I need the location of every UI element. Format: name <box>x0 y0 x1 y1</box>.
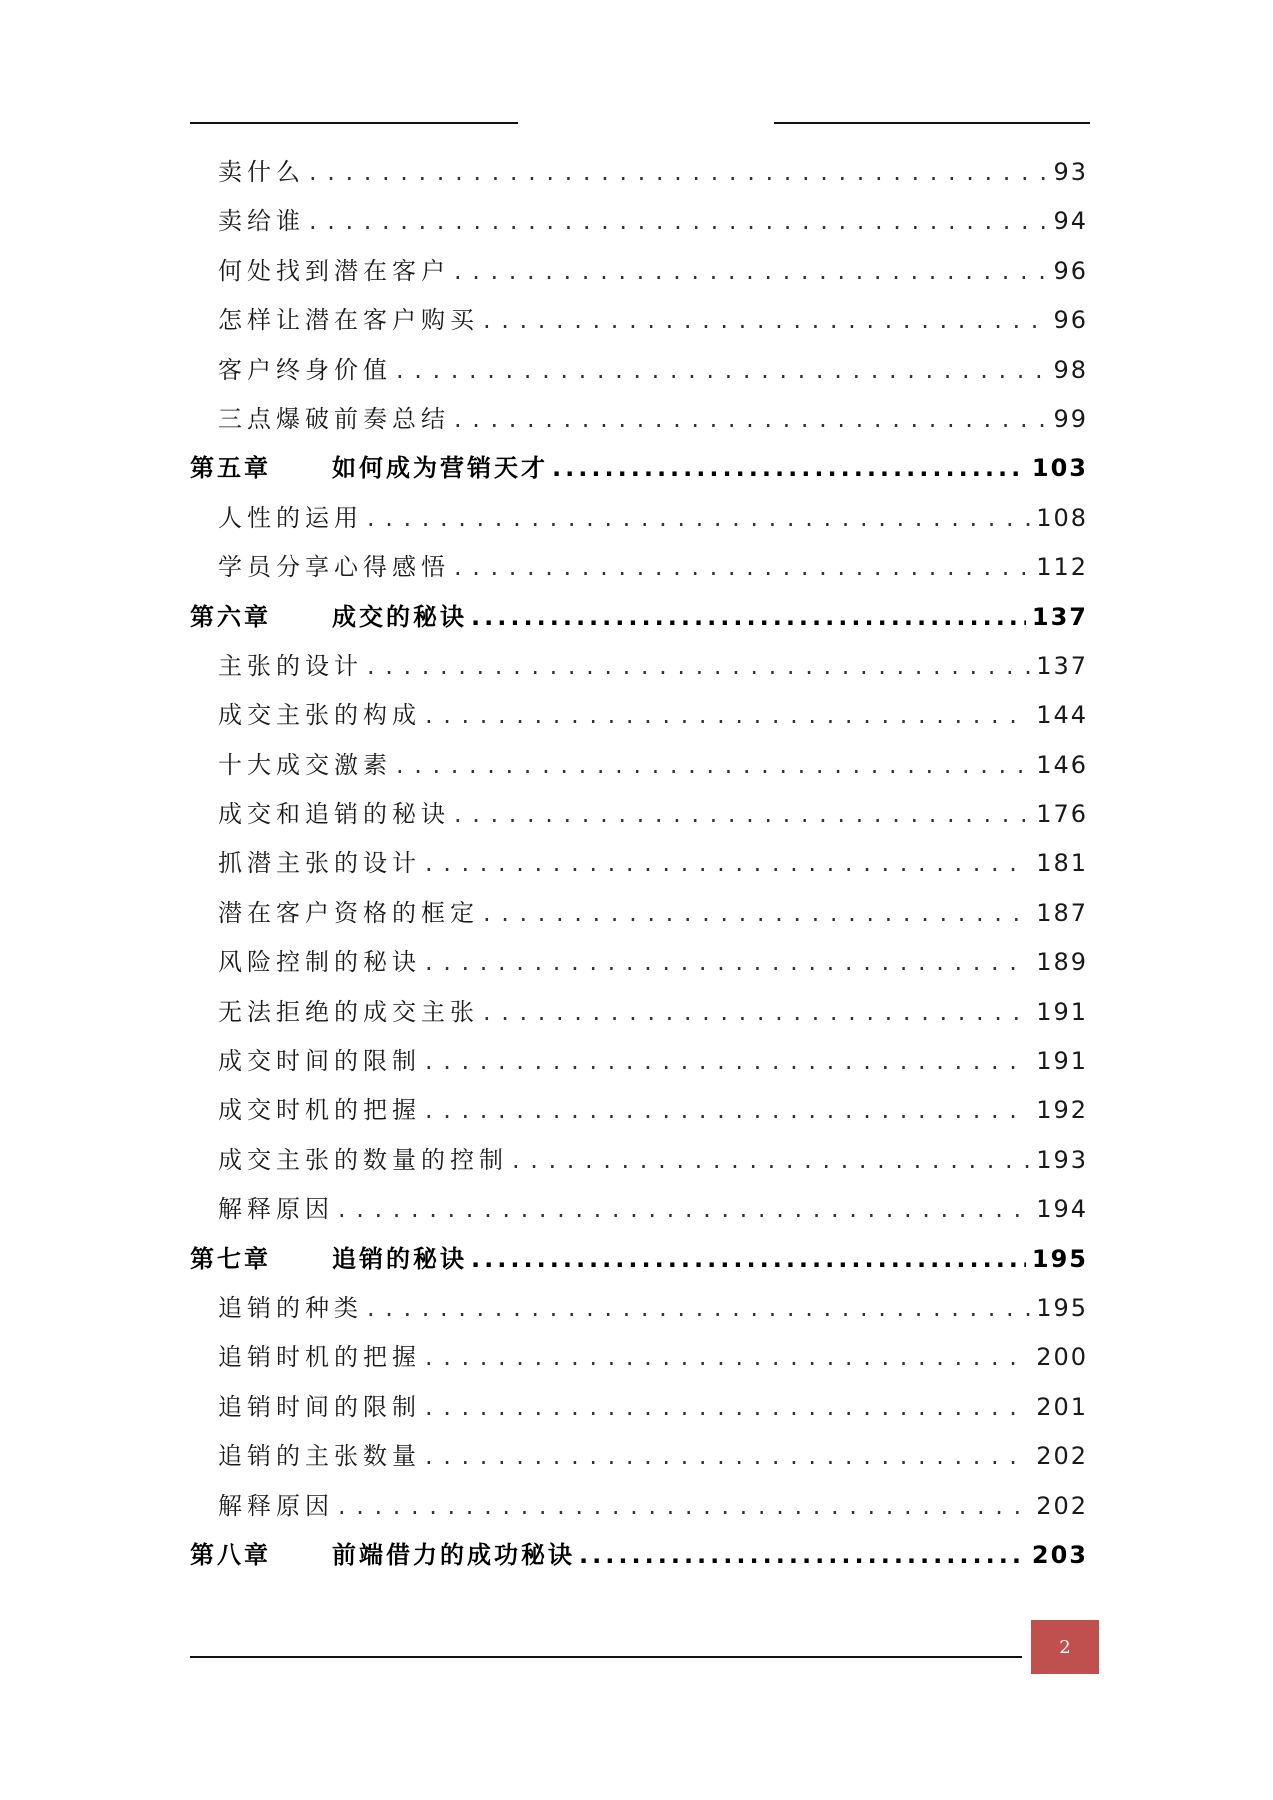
toc-chapter-number: 第八章 <box>190 1540 271 1569</box>
toc-page-number: 203 <box>1031 1540 1088 1569</box>
toc-leader-dots <box>483 889 1030 938</box>
toc-chapter-entry[interactable] <box>190 1531 1088 1580</box>
toc-entry[interactable] <box>190 938 1088 987</box>
toc-entry-title: 解释原因 <box>218 1195 334 1224</box>
toc-leader-dots <box>338 1185 1030 1234</box>
toc-page-number: 137 <box>1031 602 1088 631</box>
toc-entry-title: 风险控制的秘诀 <box>218 948 421 977</box>
toc-entry-title: 何处找到潜在客户 <box>218 256 450 285</box>
toc-page-number: 192 <box>1036 1096 1088 1125</box>
toc-entry-title: 解释原因 <box>218 1491 334 1520</box>
toc-entry[interactable] <box>190 1037 1088 1086</box>
toc-leader-dots <box>367 494 1030 543</box>
toc-entry-title: 追销时机的把握 <box>218 1343 421 1372</box>
toc-page-number: 96 <box>1053 306 1088 335</box>
toc-leader-dots <box>425 938 1030 987</box>
header-rule-left <box>190 122 518 124</box>
toc-leader-dots <box>471 593 1026 642</box>
toc-entry-title: 成交时机的把握 <box>218 1096 421 1125</box>
toc-entry-title: 无法拒绝的成交主张 <box>218 997 479 1026</box>
toc-page-number: 181 <box>1036 849 1088 878</box>
toc-entry-title: 卖给谁 <box>218 207 305 236</box>
toc-leader-dots <box>425 1086 1030 1135</box>
toc-entry[interactable] <box>190 1432 1088 1481</box>
toc-entry[interactable] <box>190 1333 1088 1382</box>
toc-entry[interactable] <box>190 1086 1088 1135</box>
toc-entry-title: 卖什么 <box>218 158 305 186</box>
toc-leader-dots <box>512 1136 1030 1185</box>
toc-page-number: 194 <box>1036 1195 1088 1224</box>
toc-entry[interactable] <box>190 247 1088 296</box>
toc-leader-dots <box>425 691 1030 740</box>
toc-entry[interactable] <box>190 296 1088 345</box>
toc-leader-dots <box>425 1432 1030 1481</box>
toc-page-number: 195 <box>1036 1293 1088 1322</box>
toc-page-number: 193 <box>1036 1145 1088 1174</box>
toc-entry[interactable] <box>190 1284 1088 1333</box>
toc-entry-title: 人性的运用 <box>218 503 363 532</box>
toc-entry-title: 学员分享心得感悟 <box>218 553 450 582</box>
toc-page-number: 200 <box>1036 1343 1088 1372</box>
toc-page-number: 108 <box>1036 503 1088 532</box>
toc-page-number: 94 <box>1053 207 1088 236</box>
toc-leader-dots <box>367 642 1030 691</box>
footer-rule <box>190 1656 1022 1658</box>
toc-entry[interactable] <box>190 197 1088 246</box>
toc-entry[interactable] <box>190 1136 1088 1185</box>
toc-page-number: 189 <box>1036 948 1088 977</box>
toc-entry[interactable] <box>190 889 1088 938</box>
toc-entry-title: 成交主张的数量的控制 <box>218 1145 508 1174</box>
toc-chapter-number: 第五章 <box>190 454 271 483</box>
toc-entry-title: 成交时间的限制 <box>218 1047 421 1076</box>
toc-leader-dots <box>425 1037 1030 1086</box>
toc-page-number: 99 <box>1053 404 1088 433</box>
toc-page-number: 112 <box>1036 553 1088 582</box>
toc-leader-dots <box>454 543 1030 592</box>
toc-entry[interactable] <box>190 642 1088 691</box>
toc-leader-dots <box>396 741 1030 790</box>
toc-entry[interactable] <box>190 988 1088 1037</box>
toc-entry[interactable] <box>190 741 1088 790</box>
toc-page-number: 191 <box>1036 1047 1088 1076</box>
toc-chapter-title: 成交的秘诀 <box>332 602 467 631</box>
toc-page-number: 202 <box>1036 1491 1088 1520</box>
toc-leader-dots <box>471 1235 1026 1284</box>
toc-leader-dots <box>483 296 1047 345</box>
toc-leader-dots <box>425 1383 1030 1432</box>
toc-entry-title: 三点爆破前奏总结 <box>218 404 450 433</box>
toc-page-number: 187 <box>1036 898 1088 927</box>
toc-leader-dots <box>425 839 1030 888</box>
toc-leader-dots <box>367 1284 1030 1333</box>
toc-entry[interactable] <box>190 839 1088 888</box>
toc-chapter-entry[interactable] <box>190 444 1088 493</box>
toc-entry-title: 抓潜主张的设计 <box>218 849 421 878</box>
toc-leader-dots <box>483 988 1030 1037</box>
toc-entry-title: 潜在客户资格的框定 <box>218 898 479 927</box>
toc-leader-dots <box>309 148 1047 197</box>
toc-chapter-entry[interactable] <box>190 593 1088 642</box>
toc-chapter-title: 追销的秘诀 <box>332 1244 467 1273</box>
toc-page-number: 195 <box>1031 1244 1088 1273</box>
toc-chapter-number: 第六章 <box>190 602 271 631</box>
toc-page-number: 191 <box>1036 997 1088 1026</box>
toc-entry[interactable] <box>190 494 1088 543</box>
toc-page-number: 176 <box>1036 800 1088 829</box>
toc-chapter-title: 如何成为营销天才 <box>332 454 548 483</box>
toc-leader-dots <box>454 790 1030 839</box>
toc-leader-dots <box>338 1482 1030 1531</box>
toc-leader-dots <box>552 444 1026 493</box>
toc-page-number: 201 <box>1036 1392 1088 1421</box>
toc-page-number: 202 <box>1036 1442 1088 1471</box>
toc-entry[interactable] <box>190 543 1088 592</box>
toc-entry[interactable] <box>190 346 1088 395</box>
toc-page-number: 93 <box>1053 158 1088 186</box>
toc-entry-title: 主张的设计 <box>218 651 363 680</box>
toc-leader-dots <box>425 1333 1030 1382</box>
toc-chapter-entry[interactable] <box>190 1235 1088 1284</box>
toc-entry[interactable] <box>190 1185 1088 1234</box>
toc-entry[interactable] <box>190 395 1088 444</box>
toc-leader-dots <box>579 1531 1026 1580</box>
toc-entry[interactable] <box>190 691 1088 740</box>
header-rule-right <box>774 122 1090 124</box>
toc-page-number: 96 <box>1053 256 1088 285</box>
toc-entry-title: 追销的种类 <box>218 1293 363 1322</box>
toc-chapter-number: 第七章 <box>190 1244 271 1273</box>
page-number-badge: 2 <box>1031 1620 1099 1674</box>
toc-leader-dots <box>396 346 1047 395</box>
toc-entry[interactable] <box>190 1482 1088 1531</box>
toc-entry-title: 追销时间的限制 <box>218 1392 421 1421</box>
toc-entry[interactable] <box>190 1383 1088 1432</box>
toc-chapter-title: 前端借力的成功秘诀 <box>332 1540 575 1569</box>
toc-entry[interactable] <box>190 148 1088 197</box>
toc-page-number: 137 <box>1036 651 1088 680</box>
toc-page-number: 144 <box>1036 701 1088 730</box>
toc-page-number: 103 <box>1031 454 1088 483</box>
toc-entry[interactable] <box>190 790 1088 839</box>
toc-page-number: 98 <box>1053 355 1088 384</box>
toc-leader-dots <box>309 197 1047 246</box>
toc-entry-title: 成交主张的构成 <box>218 701 421 730</box>
toc-entry-title: 十大成交激素 <box>218 750 392 779</box>
toc-entry-title: 追销的主张数量 <box>218 1442 421 1471</box>
toc-entry-title: 成交和追销的秘诀 <box>218 800 450 829</box>
toc-entry-title: 客户终身价值 <box>218 355 392 384</box>
table-of-contents <box>190 148 1088 1580</box>
toc-page-number: 146 <box>1036 750 1088 779</box>
toc-entry-title: 怎样让潜在客户购买 <box>218 306 479 335</box>
toc-leader-dots <box>454 395 1047 444</box>
toc-leader-dots <box>454 247 1047 296</box>
